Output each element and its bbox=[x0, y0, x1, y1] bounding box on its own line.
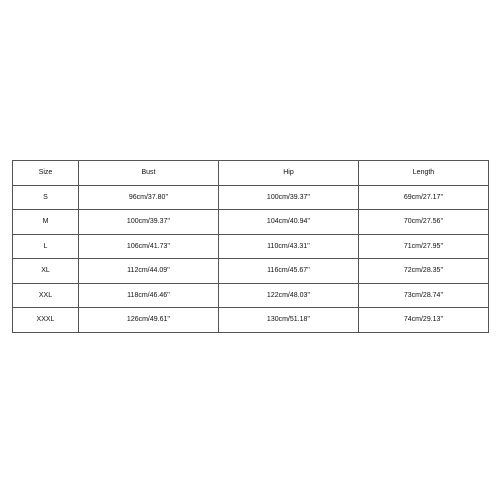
cell-length: 69cm/27.17'' bbox=[359, 185, 489, 210]
cell-hip: 122cm/48.03'' bbox=[219, 283, 359, 308]
table-row bbox=[13, 283, 489, 308]
cell-size: L bbox=[13, 234, 79, 259]
cell-length: 73cm/28.74'' bbox=[359, 283, 489, 308]
cell-length: 74cm/29.13'' bbox=[359, 308, 489, 333]
cell-bust: 100cm/39.37'' bbox=[79, 210, 219, 235]
cell-size: XL bbox=[13, 259, 79, 284]
cell-length: 70cm/27.56'' bbox=[359, 210, 489, 235]
table-row bbox=[13, 185, 489, 210]
cell-bust: 126cm/49.61'' bbox=[79, 308, 219, 333]
cell-bust: 118cm/46.46'' bbox=[79, 283, 219, 308]
cell-bust: 106cm/41.73'' bbox=[79, 234, 219, 259]
cell-hip: 116cm/45.67'' bbox=[219, 259, 359, 284]
cell-size: XXXL bbox=[13, 308, 79, 333]
header-hip: Hip bbox=[219, 161, 359, 186]
cell-hip: 130cm/51.18'' bbox=[219, 308, 359, 333]
cell-length: 72cm/28.35'' bbox=[359, 259, 489, 284]
table-row bbox=[13, 308, 489, 333]
table-row bbox=[13, 210, 489, 235]
cell-size: S bbox=[13, 185, 79, 210]
cell-bust: 112cm/44.09'' bbox=[79, 259, 219, 284]
cell-size: XXL bbox=[13, 283, 79, 308]
header-length: Length bbox=[359, 161, 489, 186]
cell-size: M bbox=[13, 210, 79, 235]
cell-bust: 96cm/37.80'' bbox=[79, 185, 219, 210]
table-header-row bbox=[13, 161, 489, 186]
cell-hip: 100cm/39.37'' bbox=[219, 185, 359, 210]
cell-length: 71cm/27.95'' bbox=[359, 234, 489, 259]
table-row bbox=[13, 259, 489, 284]
size-chart-table bbox=[12, 160, 489, 333]
header-size: Size bbox=[13, 161, 79, 186]
table-row bbox=[13, 234, 489, 259]
cell-hip: 104cm/40.94'' bbox=[219, 210, 359, 235]
header-bust: Bust bbox=[79, 161, 219, 186]
cell-hip: 110cm/43.31'' bbox=[219, 234, 359, 259]
